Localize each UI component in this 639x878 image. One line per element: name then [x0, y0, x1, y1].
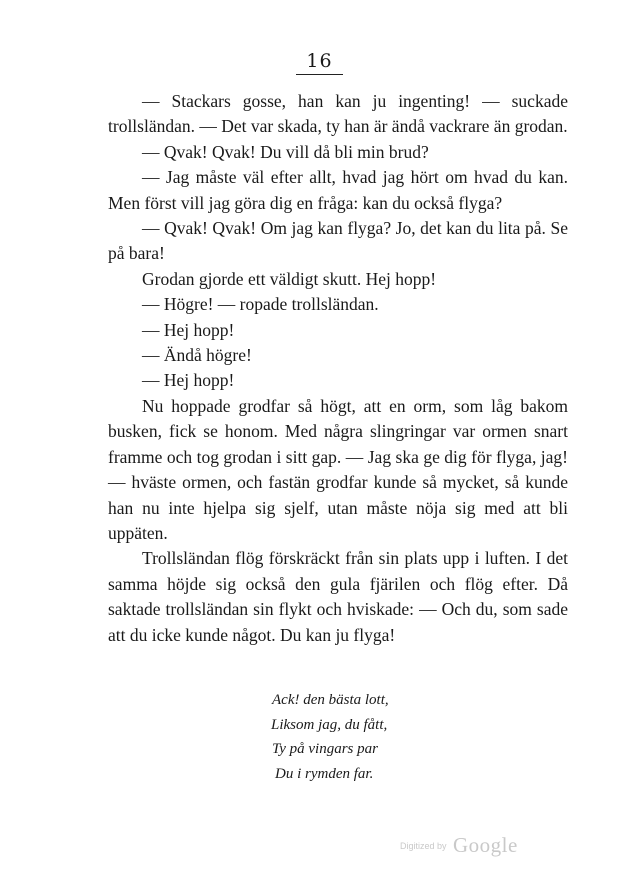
poem-line: Ack! den bästa lott,: [272, 692, 389, 708]
poem-line: Du i rymden far.: [275, 765, 374, 782]
page-number-value: 16: [296, 50, 342, 75]
google-logo: Google: [452, 833, 518, 857]
paragraph: — Ändå högre!: [142, 345, 252, 366]
poem-line: Liksom jag, du fått,: [271, 716, 388, 733]
paragraph: Grodan gjorde ett väldigt skutt. Hej hopp!: [142, 268, 437, 289]
watermark-prefix: Digitized by: [400, 841, 447, 851]
paragraph: — Jag måste väl efter allt, hvad jag hört om hvad du kan. Men först vill jag göra dig en fråga: kan du också flyga?: [108, 167, 568, 213]
paragraph: — Qvak! Qvak! Du vill då bli min brud?: [142, 141, 429, 162]
poem: [272, 688, 389, 786]
paragraph: — Högre! — ropade trollsländan.: [142, 294, 379, 315]
poem-line: Ty på vingars par: [272, 741, 378, 757]
paragraph: — Stackars gosse, han kan ju ingenting! — suckade trollsländan. — Det var skada, ty han är ändå vackrare än grodan.: [108, 91, 568, 137]
page-number: [0, 50, 639, 75]
paragraph: Trollsländan flög förskräckt från sin plats upp i luften. I det samma höjde sig också den gula fjärilen och flög efter. Då saktade trollsländan sin flykt och hviskade: — Och du, som sade att du icke kunde något. Du kan ju flyga!: [108, 548, 568, 645]
paragraph: — Hej hopp!: [142, 319, 235, 340]
paragraph: Nu hoppade grodfar så högt, att en orm, som låg bakom busken, fick se honom. Med några slingringar var ormen snart framme och tog grodan i sitt gap. — Jag ska ge dig för flyga, jag! — hväste ormen, och fastän grodfar kunde så mycket, så kunde han nu inte hjelpa sig sjelf, utan måste nöja sig med att bli uppäten.: [108, 395, 568, 543]
digitized-watermark: [400, 833, 518, 858]
body-text: [108, 89, 568, 648]
paragraph: — Hej hopp!: [142, 370, 235, 391]
paragraph: — Qvak! Qvak! Om jag kan flyga? Jo, det kan du lita på. Se på bara!: [108, 218, 568, 264]
